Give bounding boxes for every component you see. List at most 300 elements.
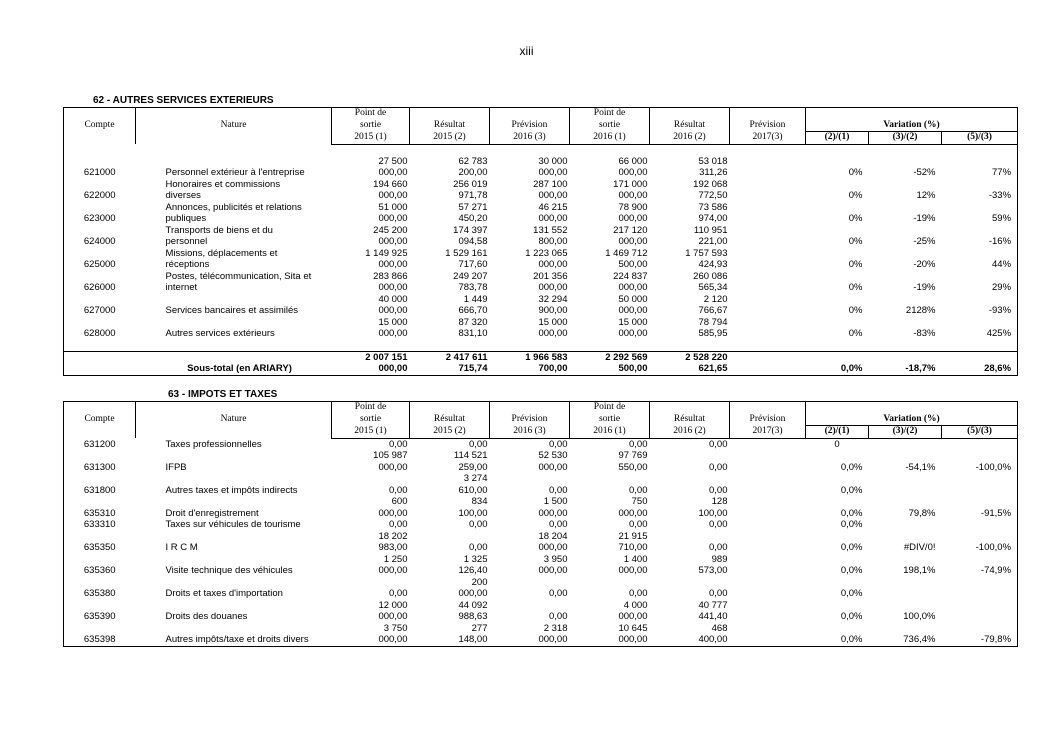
var-v1: 0 (834, 438, 840, 450)
table-row (64, 473, 1018, 485)
c3-value: 0,00 (549, 484, 568, 496)
c2-l1: 114 521 (453, 450, 488, 461)
c5-l1: 40 777 (698, 599, 728, 611)
var-v2: -20% (913, 259, 936, 270)
compte-code: 633310 (64, 519, 136, 531)
c1-l2: 000,00 (378, 190, 408, 201)
table-row (64, 305, 1018, 317)
table-row (64, 156, 1018, 168)
spacer (730, 190, 806, 202)
c4-value: 000,00 (618, 611, 648, 622)
spacer (730, 236, 806, 248)
header-pds15-l2: sortie (332, 120, 410, 132)
spacer (942, 225, 1018, 237)
c4-l1: 224 837 (613, 270, 648, 282)
table-row (64, 259, 1018, 271)
c2-l1: 1 325 (463, 553, 488, 565)
compte-code: 631800 (64, 485, 136, 497)
c1-l2: 000,00 (378, 259, 408, 270)
nature: Autres taxes et impôts indirects (165, 484, 298, 496)
spacer (730, 259, 806, 271)
c1-l1: 40 000 (378, 293, 408, 305)
c4-l2: 500,00 (618, 259, 648, 270)
nature: Droits et taxes d'importation (165, 588, 283, 599)
spacer (806, 531, 869, 543)
spacer (942, 623, 1018, 635)
var-v1: 0,0% (840, 461, 863, 473)
var-v1: 0% (848, 236, 863, 247)
spacer (64, 294, 136, 306)
c2-l1: 87 320 (458, 316, 488, 328)
spacer (730, 305, 806, 317)
table-row (64, 202, 1018, 214)
var-v2 (869, 438, 942, 450)
c1-value: 000,00 (332, 634, 410, 646)
table-row (64, 554, 1018, 566)
header-v1-63: (2)/(1) (806, 426, 869, 439)
spacer (942, 294, 1018, 306)
c2-l1: 200 (471, 576, 488, 588)
c4-l2: 000,00 (618, 213, 648, 224)
c5-value: 400,00 (650, 634, 730, 646)
spacer (730, 542, 806, 554)
var-v1: 0,0% (840, 565, 863, 576)
c1-l2: 000,00 (378, 167, 408, 178)
var-v1: 0,0% (840, 542, 863, 553)
header-res15-l1: Résultat (410, 120, 490, 132)
c4-value: 0,00 (629, 484, 648, 496)
var-v1: 0% (848, 328, 863, 339)
c5-l1: 78 794 (698, 316, 728, 328)
c5-value: 0,00 (709, 519, 728, 530)
var-v2: 736,4% (869, 634, 942, 646)
spacer (869, 225, 942, 237)
header-compte-63: Compte (64, 402, 136, 439)
compte-code: 628000 (64, 328, 136, 340)
table-row (64, 317, 1018, 329)
spacer (869, 473, 942, 485)
c4-value: 0,00 (629, 438, 648, 450)
c3-l2: 000,00 (538, 282, 568, 293)
spacer (730, 248, 806, 260)
spacer (64, 577, 136, 589)
c2-l1: 249 207 (453, 270, 488, 282)
spacer (64, 248, 136, 260)
c1-l1: 15 000 (378, 316, 408, 328)
table-row (64, 496, 1018, 508)
c3-l1 (490, 600, 570, 612)
spacer (869, 179, 942, 191)
c2-l2: 666,70 (458, 305, 488, 316)
c5-value: 0,00 (709, 438, 728, 450)
subtotal-v3: 28,6% (942, 363, 1018, 375)
header-prev16-l1-63: Prévision (490, 414, 570, 426)
table-row (64, 565, 1018, 577)
header-prev17-l1: Prévision (730, 120, 806, 132)
c2-l1: 44 092 (458, 599, 488, 611)
c1-l2: 000,00 (378, 282, 408, 293)
header-res16-l1-63: Résultat (650, 414, 730, 426)
spacer (730, 531, 806, 543)
c1-l2: 000,00 (378, 236, 408, 247)
c2-value: 988,63 (458, 611, 488, 622)
compte-code: 635360 (64, 565, 136, 577)
table-row (64, 462, 1018, 474)
var-v3: 425% (942, 328, 1018, 340)
var-v2: 198,1% (903, 565, 936, 576)
nature-l2: diverses (165, 190, 201, 201)
c1-value: 983,00 (378, 542, 408, 553)
c2-value: 259,00 (458, 461, 488, 473)
table-row (64, 634, 1018, 646)
c5-l1: 73 586 (698, 201, 728, 213)
nature-l1: Postes, télécommunication, Sita et (165, 270, 312, 282)
table-row (64, 248, 1018, 260)
nature-l1: Annonces, publicités et relations (165, 201, 302, 213)
c4-value: 0,00 (629, 519, 648, 530)
subtotal-row (64, 351, 1018, 363)
var-v3: -100,0% (942, 542, 1018, 554)
spacer (806, 294, 869, 306)
header-prev17-l2: 2017(3) (730, 132, 806, 145)
c4-value: 000,00 (570, 634, 650, 646)
var-v2: 12% (916, 190, 936, 201)
c1-l2: 000,00 (378, 328, 408, 339)
section-63-title: 63 - IMPOTS ET TAXES (168, 389, 278, 400)
var-v2: 2128% (905, 305, 936, 316)
spacer (869, 577, 942, 589)
header-v3: (5)/(3) (942, 132, 1018, 145)
c4-l2: 000,00 (618, 167, 648, 178)
spacer (730, 179, 806, 191)
spacer (64, 600, 136, 612)
c4-l1: 217 120 (613, 224, 648, 236)
spacer (730, 508, 806, 520)
c4-l1: 21 915 (618, 530, 648, 542)
subtotal-c1-l1: 2 007 151 (365, 351, 408, 363)
c4-l1: 750 (631, 496, 648, 507)
spacer (806, 623, 869, 635)
spacer (730, 577, 806, 589)
c5-value: 0,00 (709, 542, 728, 553)
c3-l2: 800,00 (538, 236, 568, 247)
table-row (64, 179, 1018, 191)
spacer (136, 450, 332, 462)
c3-value: 000,00 (538, 542, 568, 553)
c3-l2: 000,00 (538, 213, 568, 224)
var-v1: 0% (848, 305, 863, 316)
c2-l2: 450,20 (458, 213, 488, 224)
var-v3 (942, 519, 1018, 531)
compte-code: 631300 (64, 462, 136, 474)
compte-code: 625000 (64, 259, 136, 271)
c5-l1: 2 120 (703, 293, 728, 305)
spacer (869, 554, 942, 566)
table-row (64, 611, 1018, 623)
spacer (730, 156, 806, 168)
spacer (730, 554, 806, 566)
spacer (64, 473, 136, 485)
spacer (730, 634, 806, 646)
c5-l2: 585,95 (698, 328, 728, 339)
spacer (869, 600, 942, 612)
c3-l1: 201 356 (533, 270, 568, 282)
header-pds16-l1: Point de (570, 108, 650, 120)
nature-l2: publiques (165, 213, 207, 224)
c4-value: 0,00 (629, 588, 648, 599)
var-v1: 0% (848, 259, 863, 270)
c5-value: 573,00 (698, 565, 728, 576)
c3-value: 000,00 (538, 507, 568, 519)
spacer (730, 462, 806, 474)
c4-l1 (570, 473, 650, 485)
spacer (136, 473, 332, 485)
spacer (806, 317, 869, 329)
spacer (730, 600, 806, 612)
table-row (64, 600, 1018, 612)
subtotal-c3-l2: 700,00 (490, 363, 570, 375)
var-v3: -74,9% (942, 565, 1018, 577)
c1-l1: 1 250 (383, 553, 408, 565)
c1-value: 0,00 (389, 484, 408, 496)
table-row (64, 167, 1018, 179)
var-v3: 44% (942, 259, 1018, 271)
header-pds15-l1: Point de (332, 108, 410, 120)
c4-l1: 78 900 (618, 201, 648, 213)
spacer (730, 485, 806, 497)
c4-value: 000,00 (618, 507, 648, 519)
spacer (136, 623, 332, 635)
c3-l1: 287 100 (533, 178, 568, 190)
var-v3 (942, 611, 1018, 623)
var-v2 (869, 485, 942, 497)
var-v3: -16% (942, 236, 1018, 248)
spacer (64, 225, 136, 237)
c3-l1 (490, 473, 570, 485)
c2-value: 126,40 (458, 565, 488, 576)
compte-code: 635380 (64, 588, 136, 600)
c5-l1: 260 086 (693, 270, 728, 282)
header-variation-63: Variation (%) (806, 414, 1018, 426)
c5-l2: 565,34 (698, 282, 728, 293)
c1-l1: 245 200 (373, 224, 408, 236)
spacer (806, 600, 869, 612)
c3-l2: 000,00 (538, 167, 568, 178)
c4-l1: 1 400 (623, 553, 648, 565)
c3-value: 0,00 (549, 611, 568, 622)
spacer (806, 473, 869, 485)
c2-value: 0,00 (469, 519, 488, 530)
subtotal-c5-l2: 621,65 (650, 363, 730, 375)
c2-value: 0,00 (469, 438, 488, 450)
nature-l1: Honoraires et commissions (165, 178, 281, 190)
spacer (869, 248, 942, 260)
spacer (730, 565, 806, 577)
nature-l1: Transports de biens et du (165, 224, 273, 236)
c2-value: 000,00 (458, 588, 488, 599)
c4-l2: 000,00 (618, 282, 648, 293)
subtotal-c5-l1: 2 528 220 (685, 351, 728, 363)
nature-l2: réceptions (165, 259, 210, 270)
header-nature: Nature (136, 108, 332, 145)
c4-l1: 50 000 (618, 293, 648, 305)
c5-l1: 192 068 (693, 178, 728, 190)
spacer (942, 156, 1018, 168)
table-row (64, 438, 1018, 450)
spacer (942, 450, 1018, 462)
spacer (730, 519, 806, 531)
table-row (64, 519, 1018, 531)
nature-l1 (136, 294, 332, 306)
var-v1: 0% (848, 190, 863, 201)
var-v3: -93% (942, 305, 1018, 317)
spacer (730, 450, 806, 462)
c5-value: 441,40 (698, 611, 728, 622)
c5-value: 0,00 (709, 588, 728, 599)
header-prev16-l2: 2016 (3) (490, 132, 570, 145)
c4-l2: 000,00 (618, 328, 648, 339)
var-v3: -33% (942, 190, 1018, 202)
table-row (64, 213, 1018, 225)
var-v1: 0% (848, 213, 863, 224)
c4-l1: 171 000 (613, 178, 648, 190)
var-v2: -83% (913, 328, 936, 339)
table-62-autres-services (63, 107, 1018, 376)
c1-l1: 27 500 (378, 155, 408, 167)
header-variation: Variation (%) (806, 120, 1018, 132)
header-prev16-l2-63: 2016 (3) (490, 426, 570, 439)
spacer (730, 213, 806, 225)
nature: I R C M (165, 542, 198, 553)
spacer (869, 623, 942, 635)
spacer (942, 554, 1018, 566)
nature: Visite technique des véhicules (165, 565, 293, 576)
spacer (730, 473, 806, 485)
c3-value: 000,00 (538, 461, 568, 473)
subtotal-v1: 0,0% (806, 363, 869, 375)
spacer (730, 588, 806, 600)
table-row (64, 328, 1018, 340)
c4-value: 550,00 (618, 461, 648, 473)
var-v2 (869, 588, 942, 600)
table-row (64, 450, 1018, 462)
c4-value: 710,00 (618, 542, 648, 553)
var-v2: -19% (913, 213, 936, 224)
spacer (869, 202, 942, 214)
header-v2: (3)/(2) (869, 132, 942, 145)
c2-l1: 277 (471, 622, 488, 634)
c3-l1: 3 950 (543, 553, 568, 565)
c5-l2: 424,93 (698, 259, 728, 270)
c1-l1: 51 000 (378, 201, 408, 213)
header-prev17-l1-63: Prévision (730, 414, 806, 426)
spacer (806, 496, 869, 508)
c3-l2: 000,00 (538, 259, 568, 270)
var-v2: #DIV/0! (903, 542, 936, 553)
c1-l1 (332, 577, 410, 589)
subtotal-c2-l2: 715,74 (410, 363, 490, 375)
nature: Taxes professionnelles (165, 438, 262, 450)
c2-l1: 834 (471, 496, 488, 507)
c5-value: 0,00 (709, 461, 728, 473)
var-v1: 0% (848, 167, 863, 178)
var-v3: 77% (942, 167, 1018, 179)
c2-l2: 717,60 (458, 259, 488, 270)
var-v1: 0,0% (840, 588, 863, 599)
c3-l1 (490, 577, 570, 589)
var-v1: 0,0% (840, 611, 863, 622)
c5-l1 (650, 577, 730, 589)
spacer (730, 317, 806, 329)
spacer (730, 202, 806, 214)
compte-code: 627000 (64, 305, 136, 317)
spacer (64, 271, 136, 283)
spacer (869, 271, 942, 283)
c2-l1: 57 271 (458, 201, 488, 213)
c4-l2: 000,00 (618, 190, 648, 201)
c3-value: 000,00 (538, 565, 568, 576)
c1-value: 0,00 (389, 588, 408, 599)
header-res16-l2: 2016 (2) (650, 132, 730, 145)
spacer (942, 179, 1018, 191)
c2-l1: 1 449 (463, 293, 488, 305)
spacer (136, 600, 332, 612)
spacer (730, 271, 806, 283)
var-v1: 0,0% (840, 507, 863, 519)
subtotal-c2-l1: 2 417 611 (445, 351, 488, 363)
header-pds16-l2: sortie (570, 120, 650, 132)
var-v3 (942, 438, 1018, 450)
spacer (730, 328, 806, 340)
c3-l2: 000,00 (538, 190, 568, 201)
spacer (869, 317, 942, 329)
c1-value: 000,00 (378, 611, 408, 622)
spacer (730, 611, 806, 623)
var-v3: 29% (942, 282, 1018, 294)
c4-l2: 000,00 (618, 236, 648, 247)
section-62-title: 62 - AUTRES SERVICES EXTERIEURS (93, 95, 274, 106)
header-pds16-l3: 2016 (1) (570, 132, 650, 145)
var-v2: -52% (913, 167, 936, 178)
c5-l1 (650, 531, 730, 543)
c5-l1: 110 951 (693, 224, 728, 236)
header-v3-63: (5)/(3) (942, 426, 1018, 439)
nature-l1: Missions, déplacements et (165, 247, 278, 259)
spacer (64, 450, 136, 462)
spacer (64, 202, 136, 214)
c4-l1: 10 645 (618, 622, 648, 634)
subtotal-label: Sous-total (en ARIARY) (136, 363, 332, 375)
page-number: xiii (519, 44, 534, 58)
var-v2: 100,0% (903, 611, 936, 622)
table-row (64, 588, 1018, 600)
spacer (869, 531, 942, 543)
nature-l1 (136, 156, 332, 168)
var-v3: -79,8% (942, 634, 1018, 646)
c5-value: 0,00 (709, 484, 728, 496)
table-row (64, 542, 1018, 554)
c2-l1: 256 019 (453, 178, 488, 190)
spacer (806, 271, 869, 283)
c4-l1: 97 769 (618, 450, 648, 461)
c2-l1: 174 397 (453, 224, 488, 236)
c1-l1: 3 750 (383, 622, 408, 634)
table-row (64, 508, 1018, 520)
c3-l1: 32 294 (538, 293, 568, 305)
table-63-impots-taxes (63, 401, 1018, 647)
c1-l2: 000,00 (378, 305, 408, 316)
spacer (64, 554, 136, 566)
